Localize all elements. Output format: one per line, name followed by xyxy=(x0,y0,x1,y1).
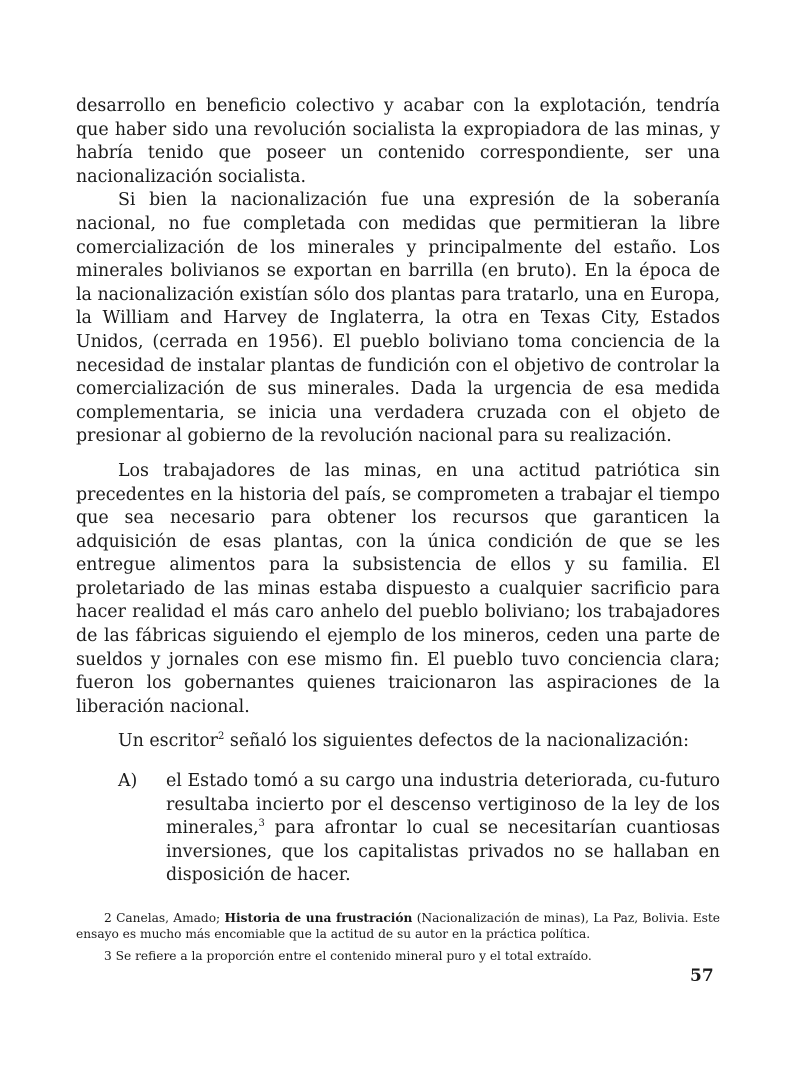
page-number: 57 xyxy=(690,966,714,986)
footnote-2-number: 2 xyxy=(104,911,112,925)
paragraph-nationalization: Si bien la nacionalización fue una expresión de la soberanía nacional, no fue completada con medidas que permitieran la libre comercialización de los minerales y principalmente del estaño. Los minerales bolivianos se exportan en barrilla (en bruto). En la época de la nacionalización existían sólo dos plantas para tratarlo, una en Europa, la William and Harvey de Inglaterra, la otra en Texas City, Estados Unidos, (cerrada en 1956). El pueblo boliviano toma conciencia de la necesidad de instalar plantas de fundición con el objetivo de controlar la comercialización de sus minerales. Dada la urgencia de esa medida complementaria, se inicia una verdadera cruzada con el objeto de presionar al gobierno de la revolución nacional para su realización. xyxy=(76,190,720,447)
intro-text-end: señaló los siguientes defectos de la nacionalización: xyxy=(224,731,689,752)
list-marker-a: A) xyxy=(118,771,138,792)
paragraph-writer-intro xyxy=(76,730,720,754)
footnote-2 xyxy=(76,910,720,942)
footnote-2-author: Canelas, Amado; xyxy=(116,911,221,925)
paragraph-continuation: desarrollo en beneficio colectivo y acabar con la explotación, tendría que haber sido una revolución socialista la expropiadora de las minas, y habría tenido que poseer un contenido correspondiente, ser una nacionalización socialista. xyxy=(76,96,720,187)
list-item-text-start: el Estado tomó a su cargo una industria deteriorada, cu-futuro resultaba incierto por el descenso vertiginoso de la ley de los minerales, xyxy=(166,771,720,839)
footnotes xyxy=(76,910,720,964)
footnote-2-book-title: Historia de una frustración xyxy=(224,911,413,925)
list-item-text-end: para afrontar lo cual se necesitarían cuantiosas inversiones, que los capitalistas privados no se hallaban en disposición de hacer. xyxy=(166,818,720,886)
intro-text-start: Un escritor xyxy=(118,731,218,752)
footnote-ref-3: 3 xyxy=(258,818,265,830)
list-item-text xyxy=(166,770,720,888)
paragraph-workers: Los trabajadores de las minas, en una actitud patriótica sin precedentes en la historia del país, se comprometen a trabajar el tiempo que sea necesario para obtener los recursos que garanticen la adquisición de esas plantas, con la única condición de que se les entregue alimentos para la subsistencia de ellos y su familia. El proletariado de las minas estaba dispuesto a cualquier sacrificio para hacer realidad el más caro anhelo del pueblo boliviano; los trabajadores de las fábricas siguiendo el ejemplo de los mineros, ceden una parte de sueldos y jornales con ese mismo fin. El pueblo tuvo conciencia clara; fueron los gobernantes quienes traicionaron las aspiraciones de la liberación nacional. xyxy=(76,460,720,717)
footnote-2-text: (Nacionalización de minas), La Paz, Bolivia. Este ensayo es mucho más encomiable que la actitud de su autor en la práctica política. xyxy=(76,911,721,941)
defect-list-item-a xyxy=(76,770,720,888)
footnote-3 xyxy=(76,948,720,964)
footnote-ref-2: 2 xyxy=(218,731,225,743)
footnote-3-number: 3 xyxy=(104,949,112,963)
book-page xyxy=(76,95,720,970)
footnote-3-text: Se refiere a la proporción entre el contenido mineral puro y el total extraído. xyxy=(115,949,592,963)
